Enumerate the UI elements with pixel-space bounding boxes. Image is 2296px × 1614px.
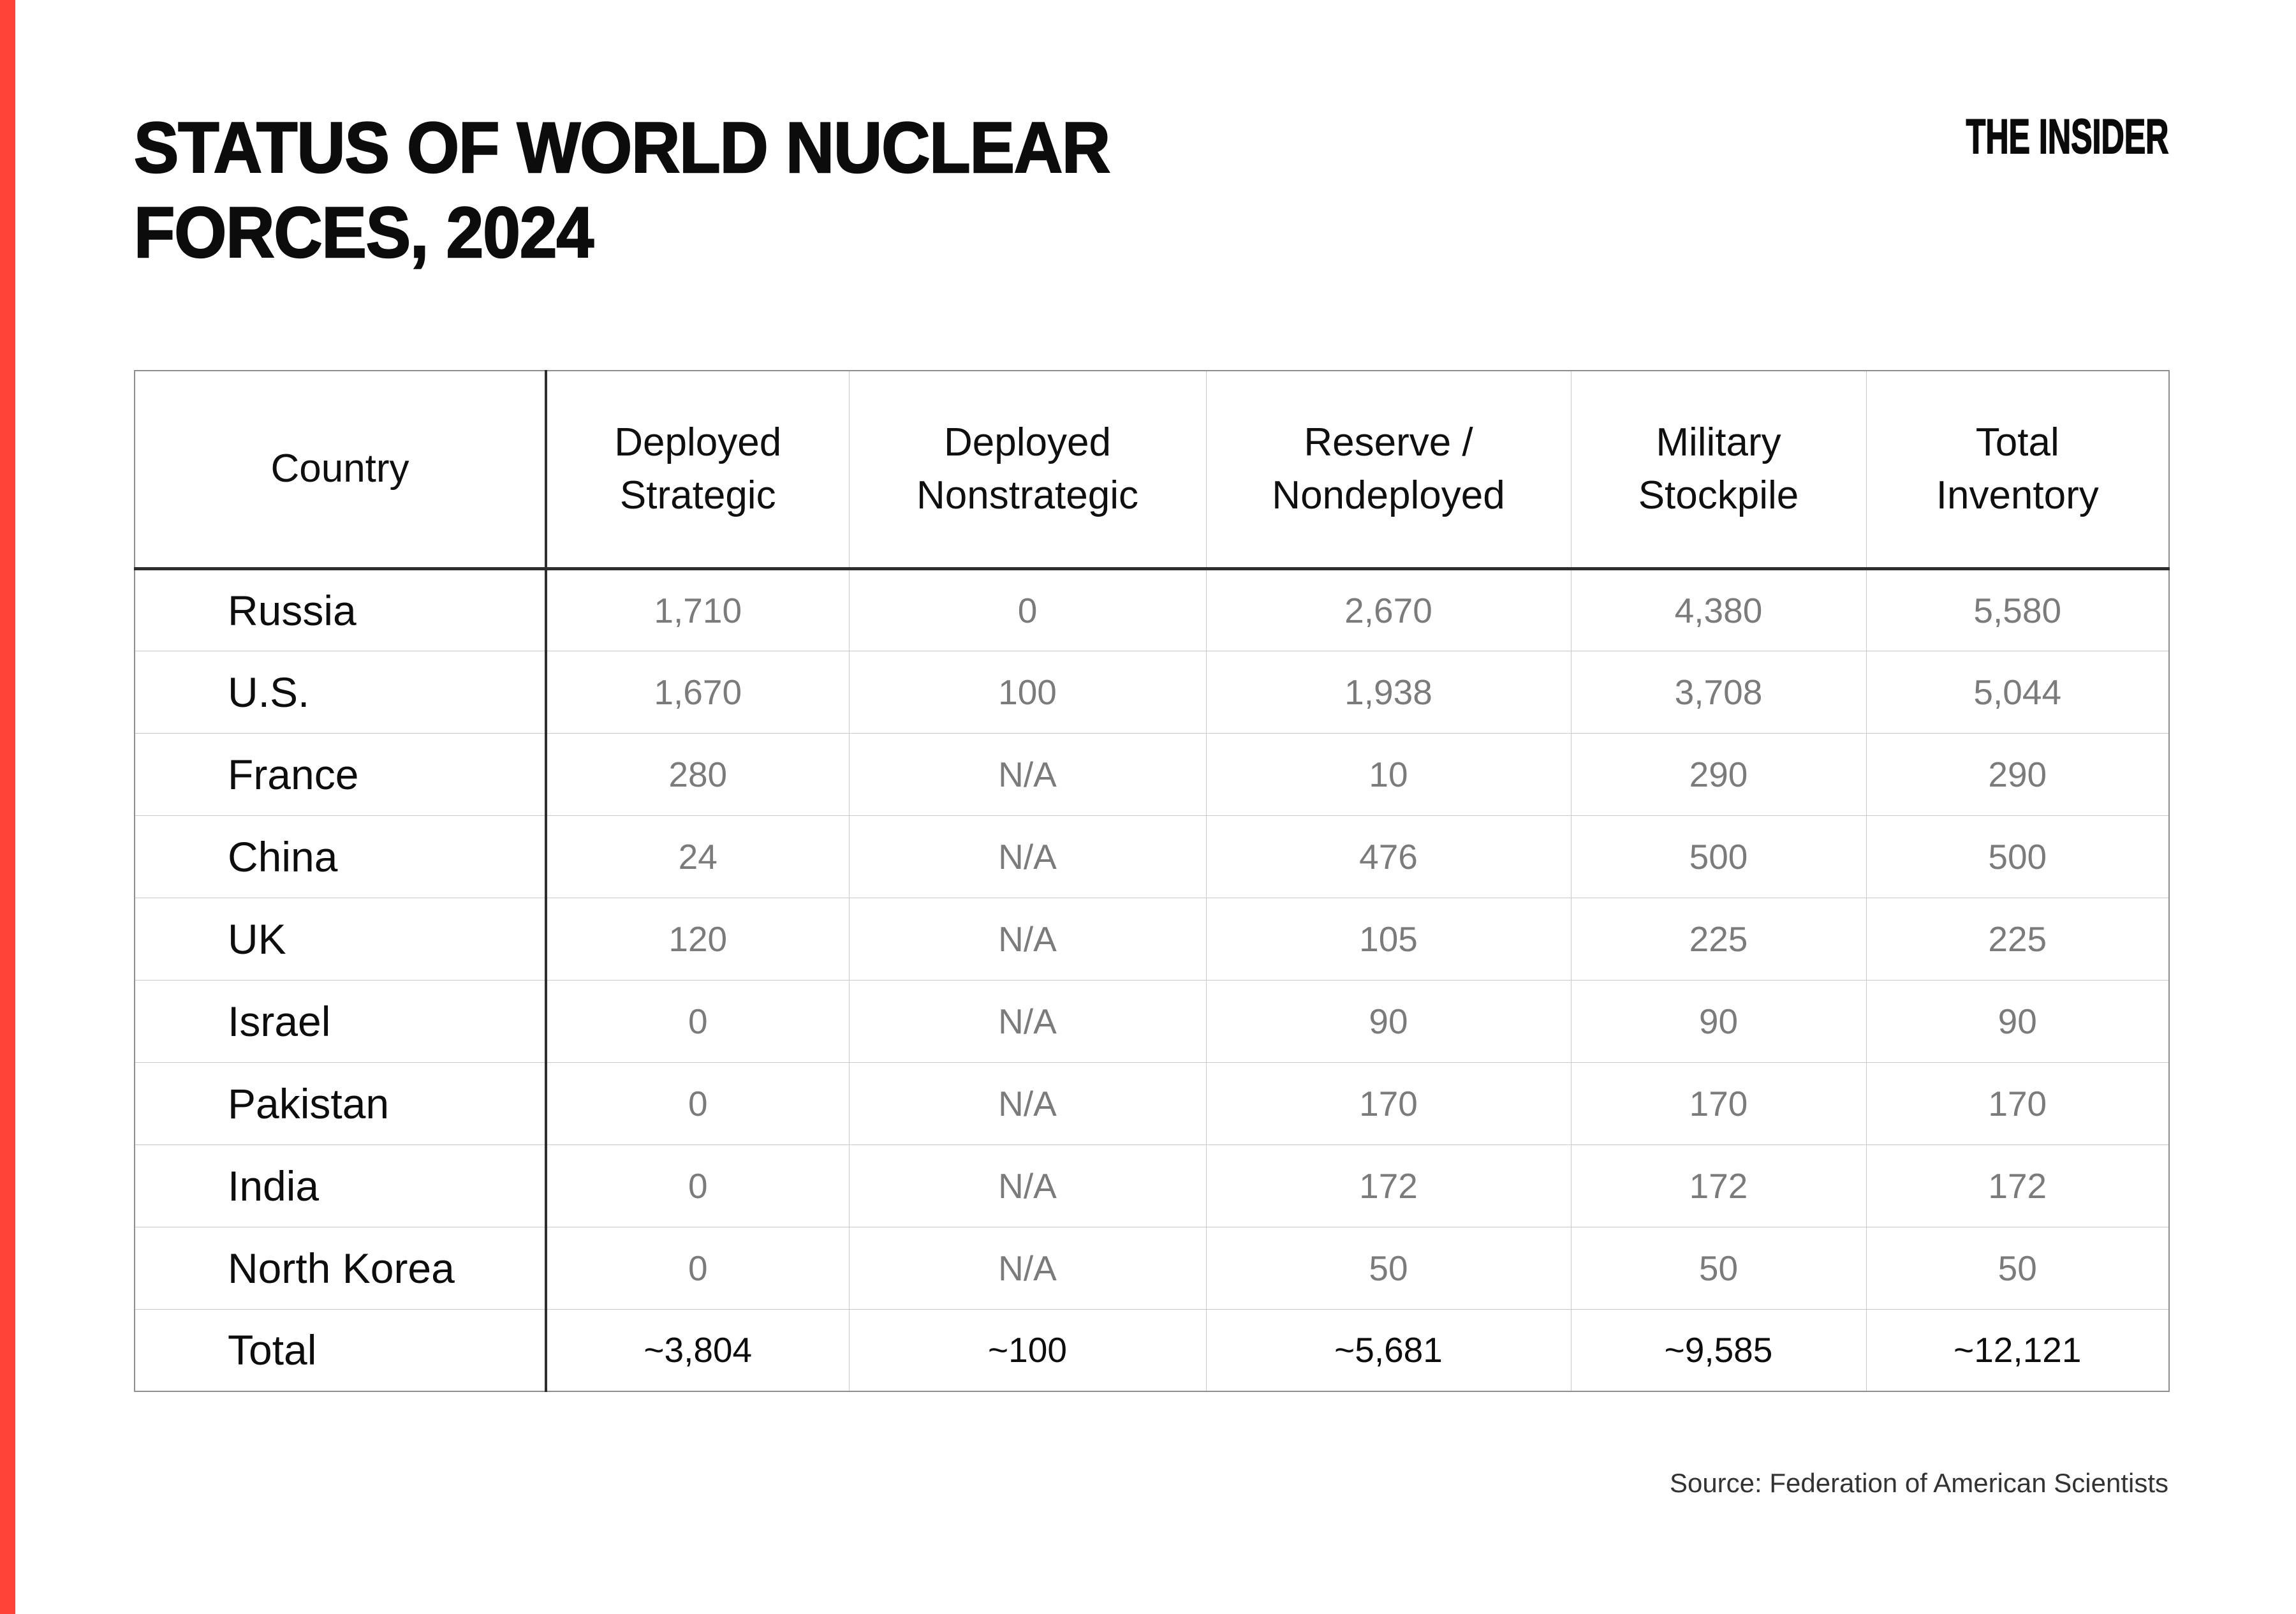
page-title-line1: STATUS OF WORLD NUCLEAR <box>134 108 1110 188</box>
value-cell: 50 <box>1206 1227 1571 1309</box>
table-row-uk <box>135 898 2169 980</box>
column-header-military-stockpile: Military Stockpile <box>1571 371 1866 568</box>
value-cell: 5,044 <box>1866 651 2169 733</box>
value-cell: N/A <box>849 1227 1206 1309</box>
value-cell: N/A <box>849 1062 1206 1144</box>
value-cell: 50 <box>1571 1227 1866 1309</box>
value-cell: 105 <box>1206 898 1571 980</box>
value-cell: 225 <box>1866 898 2169 980</box>
column-header-reserve-nondeployed: Reserve / Nondeployed <box>1206 371 1571 568</box>
value-cell: ~5,681 <box>1206 1309 1571 1391</box>
country-cell: China <box>135 815 546 898</box>
value-cell: 170 <box>1866 1062 2169 1144</box>
value-cell: 4,380 <box>1571 568 1866 651</box>
value-cell: 290 <box>1866 733 2169 815</box>
value-cell: 476 <box>1206 815 1571 898</box>
value-cell: 0 <box>546 1062 849 1144</box>
table-row-russia <box>135 568 2169 651</box>
value-cell: 500 <box>1571 815 1866 898</box>
value-cell: 0 <box>849 568 1206 651</box>
table-row-india <box>135 1144 2169 1227</box>
value-cell: 172 <box>1866 1144 2169 1227</box>
table-row-china <box>135 815 2169 898</box>
table-row-north-korea <box>135 1227 2169 1309</box>
value-cell: ~100 <box>849 1309 1206 1391</box>
column-header-deployed-nonstrategic: Deployed Nonstrategic <box>849 371 1206 568</box>
country-cell: Russia <box>135 568 546 651</box>
header-row <box>135 371 2169 568</box>
value-cell: 100 <box>849 651 1206 733</box>
value-cell: 0 <box>546 980 849 1062</box>
country-cell: India <box>135 1144 546 1227</box>
table-row-pakistan <box>135 1062 2169 1144</box>
brand-logo: THE INSIDER <box>1966 110 2168 164</box>
value-cell: N/A <box>849 815 1206 898</box>
table-row-france <box>135 733 2169 815</box>
value-cell: ~12,121 <box>1866 1309 2169 1391</box>
accent-bar <box>0 0 15 1614</box>
value-cell: 1,670 <box>546 651 849 733</box>
value-cell: 3,708 <box>1571 651 1866 733</box>
value-cell: 500 <box>1866 815 2169 898</box>
value-cell: N/A <box>849 898 1206 980</box>
column-header-country: Country <box>135 371 546 568</box>
value-cell: 1,938 <box>1206 651 1571 733</box>
column-header-total-inventory: Total Inventory <box>1866 371 2169 568</box>
value-cell: 0 <box>546 1227 849 1309</box>
nuclear-forces-table <box>134 370 2170 1392</box>
country-cell: U.S. <box>135 651 546 733</box>
value-cell: ~9,585 <box>1571 1309 1866 1391</box>
table-row-total <box>135 1309 2169 1391</box>
value-cell: 1,710 <box>546 568 849 651</box>
value-cell: N/A <box>849 980 1206 1062</box>
value-cell: 170 <box>1206 1062 1571 1144</box>
value-cell: 172 <box>1206 1144 1571 1227</box>
table-row-israel <box>135 980 2169 1062</box>
value-cell: N/A <box>849 733 1206 815</box>
country-cell: Total <box>135 1309 546 1391</box>
value-cell: 90 <box>1571 980 1866 1062</box>
country-cell: North Korea <box>135 1227 546 1309</box>
value-cell: 170 <box>1571 1062 1866 1144</box>
country-cell: Israel <box>135 980 546 1062</box>
table-row-us <box>135 651 2169 733</box>
value-cell: 90 <box>1866 980 2169 1062</box>
value-cell: 90 <box>1206 980 1571 1062</box>
country-cell: Pakistan <box>135 1062 546 1144</box>
value-cell: 290 <box>1571 733 1866 815</box>
page-title-line2: FORCES, 2024 <box>134 193 594 272</box>
value-cell: N/A <box>849 1144 1206 1227</box>
source-note: Source: Federation of American Scientists <box>1669 1468 2168 1498</box>
value-cell: ~3,804 <box>546 1309 849 1391</box>
value-cell: 24 <box>546 815 849 898</box>
value-cell: 5,580 <box>1866 568 2169 651</box>
page-title <box>134 105 1110 275</box>
country-cell: UK <box>135 898 546 980</box>
column-header-deployed-strategic: Deployed Strategic <box>546 371 849 568</box>
value-cell: 172 <box>1571 1144 1866 1227</box>
value-cell: 225 <box>1571 898 1866 980</box>
value-cell: 280 <box>546 733 849 815</box>
value-cell: 50 <box>1866 1227 2169 1309</box>
country-cell: France <box>135 733 546 815</box>
value-cell: 120 <box>546 898 849 980</box>
value-cell: 0 <box>546 1144 849 1227</box>
value-cell: 2,670 <box>1206 568 1571 651</box>
value-cell: 10 <box>1206 733 1571 815</box>
